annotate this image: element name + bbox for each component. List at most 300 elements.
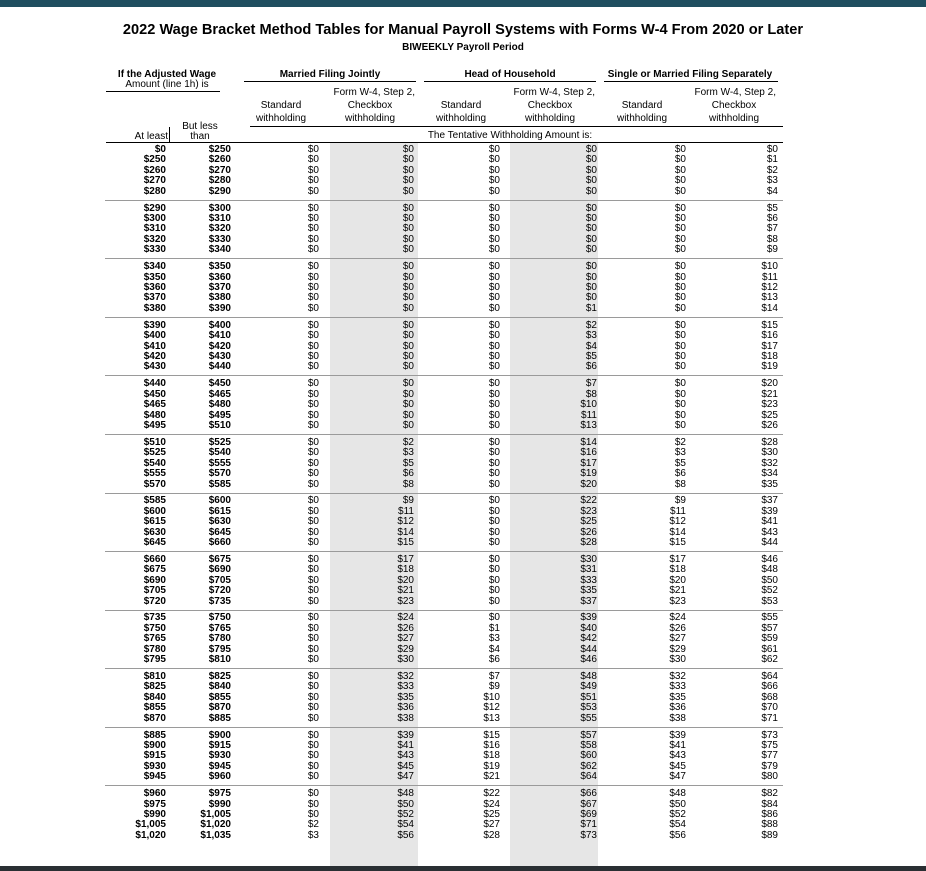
single-standard-cell: $35 xyxy=(669,691,686,703)
mfj-standard-cell: $0 xyxy=(307,595,319,607)
at-least-cell: $360 xyxy=(143,282,166,293)
mfj-standard-cell: $0 xyxy=(307,388,319,400)
but-less-cell: $630 xyxy=(208,516,231,528)
at-least-cell: $390 xyxy=(143,319,166,331)
hoh-checkbox-cell: $40 xyxy=(580,622,597,634)
mfj-checkbox-cell: $21 xyxy=(397,585,414,597)
hoh-checkbox-cell: $42 xyxy=(580,633,597,645)
single-checkbox-cell: $35 xyxy=(761,478,778,490)
but-less-cell: $1,020 xyxy=(200,819,231,831)
but-less-cell: $1,005 xyxy=(200,808,231,820)
single-checkbox-cell: $5 xyxy=(766,202,778,214)
single-standard-cell: $52 xyxy=(669,808,686,820)
single-standard-cell: $33 xyxy=(669,681,686,693)
group-separator xyxy=(105,434,783,435)
but-less-cell: $525 xyxy=(208,436,231,448)
single-checkbox-cell: $1 xyxy=(766,154,778,166)
at-least-cell: $870 xyxy=(143,712,166,724)
single-checkbox-cell: $28 xyxy=(761,436,778,448)
single-checkbox-cell: $6 xyxy=(766,213,778,224)
but-less-cell: $915 xyxy=(208,739,231,751)
mfj-checkbox-cell: $0 xyxy=(402,164,414,176)
mfj-standard-cell: $0 xyxy=(307,478,319,490)
mfj-standard-cell: $0 xyxy=(307,553,319,565)
at-least-cell: $810 xyxy=(143,670,166,682)
hoh-checkbox-cell: $37 xyxy=(580,595,597,607)
group-separator xyxy=(105,317,783,318)
at-least-cell: $975 xyxy=(143,798,166,810)
mfj-standard-cell: $0 xyxy=(307,712,319,724)
mfj-standard-cell: $0 xyxy=(307,739,319,751)
hoh-standard-cell: $12 xyxy=(483,702,500,714)
at-least-cell: $825 xyxy=(143,681,166,693)
hoh-standard-cell: $0 xyxy=(488,612,500,624)
at-least-cell: $915 xyxy=(143,750,166,762)
single-checkbox-cell: $11 xyxy=(762,271,778,283)
hoh-checkbox-cell: $1 xyxy=(585,302,597,314)
but-less-cell: $360 xyxy=(208,271,231,283)
but-less-cell: $350 xyxy=(208,261,231,273)
tentative-header: The Tentative Withholding Amount is: xyxy=(427,130,593,141)
single-standard-cell: $45 xyxy=(669,760,686,772)
group-separator xyxy=(105,258,783,259)
hoh-checkbox-cell: $0 xyxy=(585,271,597,283)
but-less-cell: $825 xyxy=(208,670,231,682)
single-checkbox-cell: $53 xyxy=(761,595,778,607)
single-standard-cell: $41 xyxy=(669,739,686,751)
single-checkbox-cell: $62 xyxy=(761,654,778,666)
mfj-checkbox-cell: $23 xyxy=(397,595,414,607)
at-least-cell: $765 xyxy=(143,633,166,645)
mfj-standard-cell: $0 xyxy=(307,378,319,390)
mfj-standard-cell: $0 xyxy=(307,292,319,304)
single-standard-cell: $9 xyxy=(674,495,686,507)
mfj-standard-cell: $0 xyxy=(307,144,319,155)
mfj-checkbox-header-3: withholding xyxy=(344,113,396,124)
hoh-checkbox-cell: $71 xyxy=(580,819,597,831)
hoh-checkbox-cell: $6 xyxy=(585,361,597,373)
but-less-cell: $960 xyxy=(208,771,231,783)
single-standard-cell: $12 xyxy=(669,516,686,528)
hoh-standard-cell: $19 xyxy=(483,760,500,772)
mfj-standard-cell: $0 xyxy=(307,154,319,166)
mfj-standard-cell: $0 xyxy=(307,505,319,517)
mfj-checkbox-cell: $32 xyxy=(397,670,414,682)
single-standard-cell: $54 xyxy=(669,819,686,831)
hoh-standard-cell: $16 xyxy=(483,739,500,751)
but-less-cell: $310 xyxy=(208,213,231,224)
mfj-checkbox-cell: $45 xyxy=(397,760,414,772)
hoh-checkbox-cell: $73 xyxy=(580,829,597,841)
single-standard-cell: $56 xyxy=(669,829,686,841)
hoh-checkbox-cell: $48 xyxy=(580,670,597,682)
mfj-checkbox-cell: $43 xyxy=(397,750,414,762)
at-least-cell: $290 xyxy=(143,202,166,214)
group-separator xyxy=(105,610,783,611)
single-standard-cell: $0 xyxy=(674,213,686,224)
mfj-standard-cell: $0 xyxy=(307,702,319,714)
mfj-checkbox-cell: $11 xyxy=(398,505,414,517)
single-standard-cell: $39 xyxy=(669,729,686,741)
mfj-standard-cell: $0 xyxy=(307,537,319,549)
group-separator xyxy=(105,551,783,552)
hoh-standard-cell: $0 xyxy=(488,144,500,155)
single-standard-cell: $0 xyxy=(674,319,686,331)
single-checkbox-header-1: Form W-4, Step 2, xyxy=(694,87,776,98)
hoh-checkbox-cell: $51 xyxy=(580,691,597,703)
at-least-cell: $450 xyxy=(143,388,166,400)
mfj-checkbox-cell: $0 xyxy=(402,330,414,342)
hoh-standard-cell: $0 xyxy=(488,202,500,214)
mfj-checkbox-cell: $0 xyxy=(402,409,414,421)
mfj-checkbox-cell: $9 xyxy=(402,495,414,507)
single-checkbox-cell: $50 xyxy=(761,574,778,586)
at-least-cell: $380 xyxy=(143,302,166,314)
mfj-standard-cell: $0 xyxy=(307,175,319,187)
mfj-standard-cell: $0 xyxy=(307,319,319,331)
mfj-checkbox-cell: $3 xyxy=(402,447,414,459)
hoh-standard-cell: $0 xyxy=(488,447,500,459)
hoh-standard-cell: $7 xyxy=(488,670,500,682)
hoh-standard-cell: $0 xyxy=(488,495,500,507)
hoh-standard-cell: $0 xyxy=(488,361,500,373)
at-least-cell: $675 xyxy=(143,564,166,576)
mfj-checkbox-cell: $0 xyxy=(402,340,414,352)
hoh-checkbox-cell: $0 xyxy=(585,282,597,293)
single-checkbox-cell: $13 xyxy=(761,292,778,304)
hoh-checkbox-cell: $0 xyxy=(585,164,597,176)
at-least-cell: $330 xyxy=(143,244,166,256)
hoh-standard-cell: $0 xyxy=(488,409,500,421)
but-less-cell: $750 xyxy=(208,612,231,624)
hoh-standard-cell: $0 xyxy=(488,516,500,528)
single-standard-cell: $0 xyxy=(674,261,686,273)
mfj-checkbox-cell: $41 xyxy=(397,739,414,751)
single-standard-cell: $2 xyxy=(674,436,686,448)
at-least-cell: $495 xyxy=(143,420,166,431)
single-checkbox-cell: $57 xyxy=(761,622,778,634)
but-less-cell: $690 xyxy=(208,564,231,576)
mfj-standard-cell: $0 xyxy=(307,788,319,800)
mfj-standard-cell: $0 xyxy=(307,271,319,283)
mfj-standard-cell: $0 xyxy=(307,223,319,235)
hoh-checkbox-cell: $66 xyxy=(580,788,597,800)
single-checkbox-cell: $16 xyxy=(761,330,778,342)
mfj-standard-cell: $0 xyxy=(307,233,319,245)
mfj-checkbox-cell: $12 xyxy=(397,516,414,528)
but-less-cell: $660 xyxy=(208,537,231,549)
single-standard-cell: $0 xyxy=(674,164,686,176)
at-least-cell: $960 xyxy=(143,788,166,800)
hoh-checkbox-cell: $4 xyxy=(585,340,597,352)
mfj-standard-cell: $0 xyxy=(307,202,319,214)
hoh-checkbox-cell: $0 xyxy=(585,202,597,214)
mfj-standard-cell: $0 xyxy=(307,643,319,655)
at-least-cell: $780 xyxy=(143,643,166,655)
hoh-standard-cell: $0 xyxy=(488,185,500,197)
single-checkbox-cell: $34 xyxy=(761,468,778,480)
hoh-standard-cell: $0 xyxy=(488,595,500,607)
single-standard-cell: $6 xyxy=(674,468,686,480)
but-less-cell: $540 xyxy=(208,447,231,459)
but-less-cell: $900 xyxy=(208,729,231,741)
at-least-cell: $645 xyxy=(143,537,166,549)
single-standard-cell: $8 xyxy=(674,478,686,490)
but-less-cell: $705 xyxy=(208,574,231,586)
at-least-cell: $615 xyxy=(143,516,166,528)
hoh-checkbox-cell: $0 xyxy=(585,261,597,273)
single-standard-cell: $21 xyxy=(669,585,686,597)
single-checkbox-cell: $79 xyxy=(761,760,778,772)
hoh-checkbox-cell: $11 xyxy=(581,409,597,421)
single-standard-cell: $26 xyxy=(669,622,686,634)
but-less-cell: $990 xyxy=(208,798,231,810)
hoh-checkbox-cell: $53 xyxy=(580,702,597,714)
hoh-standard-cell: $0 xyxy=(488,330,500,342)
at-least-cell: $1,020 xyxy=(135,829,166,841)
single-standard-cell: $0 xyxy=(674,388,686,400)
hoh-checkbox-cell: $13 xyxy=(580,420,597,431)
at-least-cell: $540 xyxy=(143,457,166,469)
hoh-checkbox-cell: $3 xyxy=(585,330,597,342)
single-checkbox-cell: $44 xyxy=(761,537,778,549)
at-least-cell: $750 xyxy=(143,622,166,634)
hoh-checkbox-cell: $46 xyxy=(580,654,597,666)
mfj-standard-cell: $0 xyxy=(307,213,319,224)
but-less-cell: $600 xyxy=(208,495,231,507)
single-standard-cell: $29 xyxy=(669,643,686,655)
but-less-cell: $615 xyxy=(208,505,231,517)
single-checkbox-cell: $3 xyxy=(766,175,778,187)
mfj-checkbox-cell: $0 xyxy=(402,282,414,293)
single-checkbox-cell: $9 xyxy=(766,244,778,256)
header-bottom-rule xyxy=(106,142,783,143)
group-separator xyxy=(105,493,783,494)
mfj-checkbox-cell: $8 xyxy=(402,478,414,490)
hoh-checkbox-cell: $0 xyxy=(585,233,597,245)
single-checkbox-cell: $70 xyxy=(761,702,778,714)
mfj-checkbox-cell: $14 xyxy=(397,526,414,538)
mfj-standard-cell: $0 xyxy=(307,302,319,314)
hoh-standard-cell: $0 xyxy=(488,585,500,597)
mfj-checkbox-cell: $38 xyxy=(397,712,414,724)
mfj-standard-cell: $0 xyxy=(307,468,319,480)
single-checkbox-cell: $59 xyxy=(761,633,778,645)
mfj-standard-cell: $0 xyxy=(307,654,319,666)
single-standard-cell: $36 xyxy=(669,702,686,714)
mfj-checkbox-cell: $0 xyxy=(402,233,414,245)
hoh-checkbox-cell: $20 xyxy=(580,478,597,490)
but-less-cell: $300 xyxy=(208,202,231,214)
subheader-rule xyxy=(250,126,783,127)
mfj-checkbox-cell: $0 xyxy=(402,361,414,373)
hoh-checkbox-cell: $62 xyxy=(580,760,597,772)
mfj-standard-cell: $0 xyxy=(307,771,319,783)
single-checkbox-cell: $88 xyxy=(761,819,778,831)
hoh-standard-cell: $0 xyxy=(488,213,500,224)
but-less-cell: $510 xyxy=(208,420,231,431)
single-checkbox-cell: $46 xyxy=(761,553,778,565)
mfj-checkbox-header-1: Form W-4, Step 2, xyxy=(333,87,415,98)
hoh-checkbox-cell: $0 xyxy=(585,213,597,224)
wage-header-rule xyxy=(106,91,220,92)
single-checkbox-cell: $77 xyxy=(761,750,778,762)
mfj-checkbox-cell: $48 xyxy=(397,788,414,800)
hoh-checkbox-cell: $10 xyxy=(580,399,597,411)
page-subtitle: BIWEEKLY Payroll Period xyxy=(402,42,524,53)
mfj-standard-cell: $0 xyxy=(307,585,319,597)
at-least-cell: $585 xyxy=(143,495,166,507)
at-least-cell: $1,005 xyxy=(135,819,166,831)
hoh-standard-cell: $0 xyxy=(488,154,500,166)
at-least-cell: $420 xyxy=(143,351,166,362)
but-less-cell: $420 xyxy=(208,340,231,352)
single-checkbox-cell: $19 xyxy=(761,361,778,373)
hoh-standard-cell: $0 xyxy=(488,282,500,293)
but-less-cell: $340 xyxy=(208,244,231,256)
single-standard-cell: $14 xyxy=(669,526,686,538)
hoh-standard-cell: $0 xyxy=(488,553,500,565)
mfj-standard-cell: $0 xyxy=(307,633,319,645)
but-less-cell: $885 xyxy=(208,712,231,724)
mfj-checkbox-cell: $0 xyxy=(402,319,414,331)
window-top-bar xyxy=(0,0,926,7)
hoh-standard-cell: $0 xyxy=(488,351,500,362)
hoh-standard-cell: $0 xyxy=(488,292,500,304)
single-checkbox-cell: $75 xyxy=(761,739,778,751)
hoh-standard-cell: $0 xyxy=(488,244,500,256)
at-least-cell: $350 xyxy=(143,271,166,283)
but-less-cell: $930 xyxy=(208,750,231,762)
but-less-cell: $1,035 xyxy=(200,829,231,841)
wage-col-divider xyxy=(169,127,170,143)
hoh-standard-cell: $0 xyxy=(488,574,500,586)
mfj-standard-cell: $0 xyxy=(307,729,319,741)
hoh-checkbox-cell: $0 xyxy=(585,223,597,235)
single-checkbox-cell: $12 xyxy=(761,282,778,293)
hoh-checkbox-cell: $28 xyxy=(580,537,597,549)
hoh-standard-cell: $0 xyxy=(488,526,500,538)
single-checkbox-header-2: Checkbox xyxy=(711,100,757,111)
single-standard-cell: $0 xyxy=(674,282,686,293)
at-least-cell: $320 xyxy=(143,233,166,245)
at-least-cell: $430 xyxy=(143,361,166,373)
single-header-rule xyxy=(604,81,778,82)
single-checkbox-cell: $2 xyxy=(766,164,778,176)
hoh-standard-header-1: Standard xyxy=(440,100,482,111)
single-checkbox-cell: $17 xyxy=(761,340,778,352)
but-less-cell: $855 xyxy=(208,691,231,703)
mfj-checkbox-cell: $0 xyxy=(402,144,414,155)
hoh-standard-cell: $0 xyxy=(488,505,500,517)
mfj-checkbox-cell: $0 xyxy=(402,223,414,235)
but-less-cell: $555 xyxy=(208,457,231,469)
mfj-checkbox-cell: $0 xyxy=(402,244,414,256)
mfj-checkbox-cell: $24 xyxy=(397,612,414,624)
but-less-cell: $585 xyxy=(208,478,231,490)
hoh-standard-cell: $0 xyxy=(488,468,500,480)
single-header: Single or Married Filing Separately xyxy=(607,69,773,80)
mfj-checkbox-cell: $27 xyxy=(397,633,414,645)
group-separator xyxy=(105,785,783,786)
hoh-standard-cell: $27 xyxy=(483,819,500,831)
hoh-standard-cell: $0 xyxy=(488,457,500,469)
mfj-checkbox-cell: $0 xyxy=(402,271,414,283)
single-standard-cell: $0 xyxy=(674,185,686,197)
hoh-standard-cell: $22 xyxy=(483,788,500,800)
hoh-standard-cell: $0 xyxy=(488,302,500,314)
hoh-standard-cell: $0 xyxy=(488,420,500,431)
single-checkbox-cell: $32 xyxy=(761,457,778,469)
but-less-cell: $480 xyxy=(208,399,231,411)
hoh-checkbox-cell: $14 xyxy=(580,436,597,448)
but-less-cell: $290 xyxy=(208,185,231,197)
single-standard-cell: $0 xyxy=(674,340,686,352)
mfj-standard-cell: $0 xyxy=(307,330,319,342)
mfj-checkbox-cell: $6 xyxy=(402,468,414,480)
mfj-checkbox-cell: $18 xyxy=(397,564,414,576)
mfj-standard-cell: $3 xyxy=(307,829,319,841)
mfj-checkbox-cell: $15 xyxy=(397,537,414,549)
at-least-cell: $990 xyxy=(143,808,166,820)
mfj-checkbox-cell: $20 xyxy=(397,574,414,586)
hoh-checkbox-cell: $25 xyxy=(580,516,597,528)
mfj-standard-cell: $0 xyxy=(307,574,319,586)
at-least-cell: $705 xyxy=(143,585,166,597)
hoh-checkbox-cell: $17 xyxy=(580,457,597,469)
at-least-cell: $735 xyxy=(143,612,166,624)
but-less-cell: $330 xyxy=(208,233,231,245)
mfj-checkbox-cell: $39 xyxy=(397,729,414,741)
mfj-standard-cell: $2 xyxy=(307,819,319,831)
mfj-standard-cell: $0 xyxy=(307,244,319,256)
single-checkbox-cell: $84 xyxy=(761,798,778,810)
single-standard-cell: $23 xyxy=(669,595,686,607)
but-less-cell: $870 xyxy=(208,702,231,714)
mfj-standard-cell: $0 xyxy=(307,185,319,197)
at-least-cell: $410 xyxy=(143,340,166,352)
single-standard-cell: $0 xyxy=(674,175,686,187)
at-least-cell: $885 xyxy=(143,729,166,741)
single-checkbox-cell: $7 xyxy=(766,223,778,235)
at-least-cell: $945 xyxy=(143,771,166,783)
single-standard-cell: $48 xyxy=(669,788,686,800)
single-standard-cell: $18 xyxy=(669,564,686,576)
mfj-checkbox-cell: $0 xyxy=(402,261,414,273)
hoh-checkbox-cell: $23 xyxy=(580,505,597,517)
but-less-cell: $390 xyxy=(208,302,231,314)
single-checkbox-cell: $52 xyxy=(761,585,778,597)
hoh-checkbox-cell: $0 xyxy=(585,292,597,304)
hoh-standard-cell: $0 xyxy=(488,564,500,576)
hoh-checkbox-cell: $0 xyxy=(585,244,597,256)
single-checkbox-cell: $25 xyxy=(761,409,778,421)
hoh-standard-cell: $25 xyxy=(483,808,500,820)
mfj-standard-cell: $0 xyxy=(307,622,319,634)
hoh-standard-cell: $0 xyxy=(488,261,500,273)
but-less-cell: $945 xyxy=(208,760,231,772)
but-less-cell: $840 xyxy=(208,681,231,693)
mfj-standard-cell: $0 xyxy=(307,420,319,431)
hoh-header-rule xyxy=(424,81,596,82)
at-least-cell: $690 xyxy=(143,574,166,586)
but-less-cell: $795 xyxy=(208,643,231,655)
single-checkbox-header-3: withholding xyxy=(708,113,760,124)
hoh-standard-cell: $9 xyxy=(488,681,500,693)
hoh-checkbox-cell: $44 xyxy=(580,643,597,655)
single-checkbox-cell: $41 xyxy=(761,516,778,528)
hoh-standard-cell: $0 xyxy=(488,436,500,448)
